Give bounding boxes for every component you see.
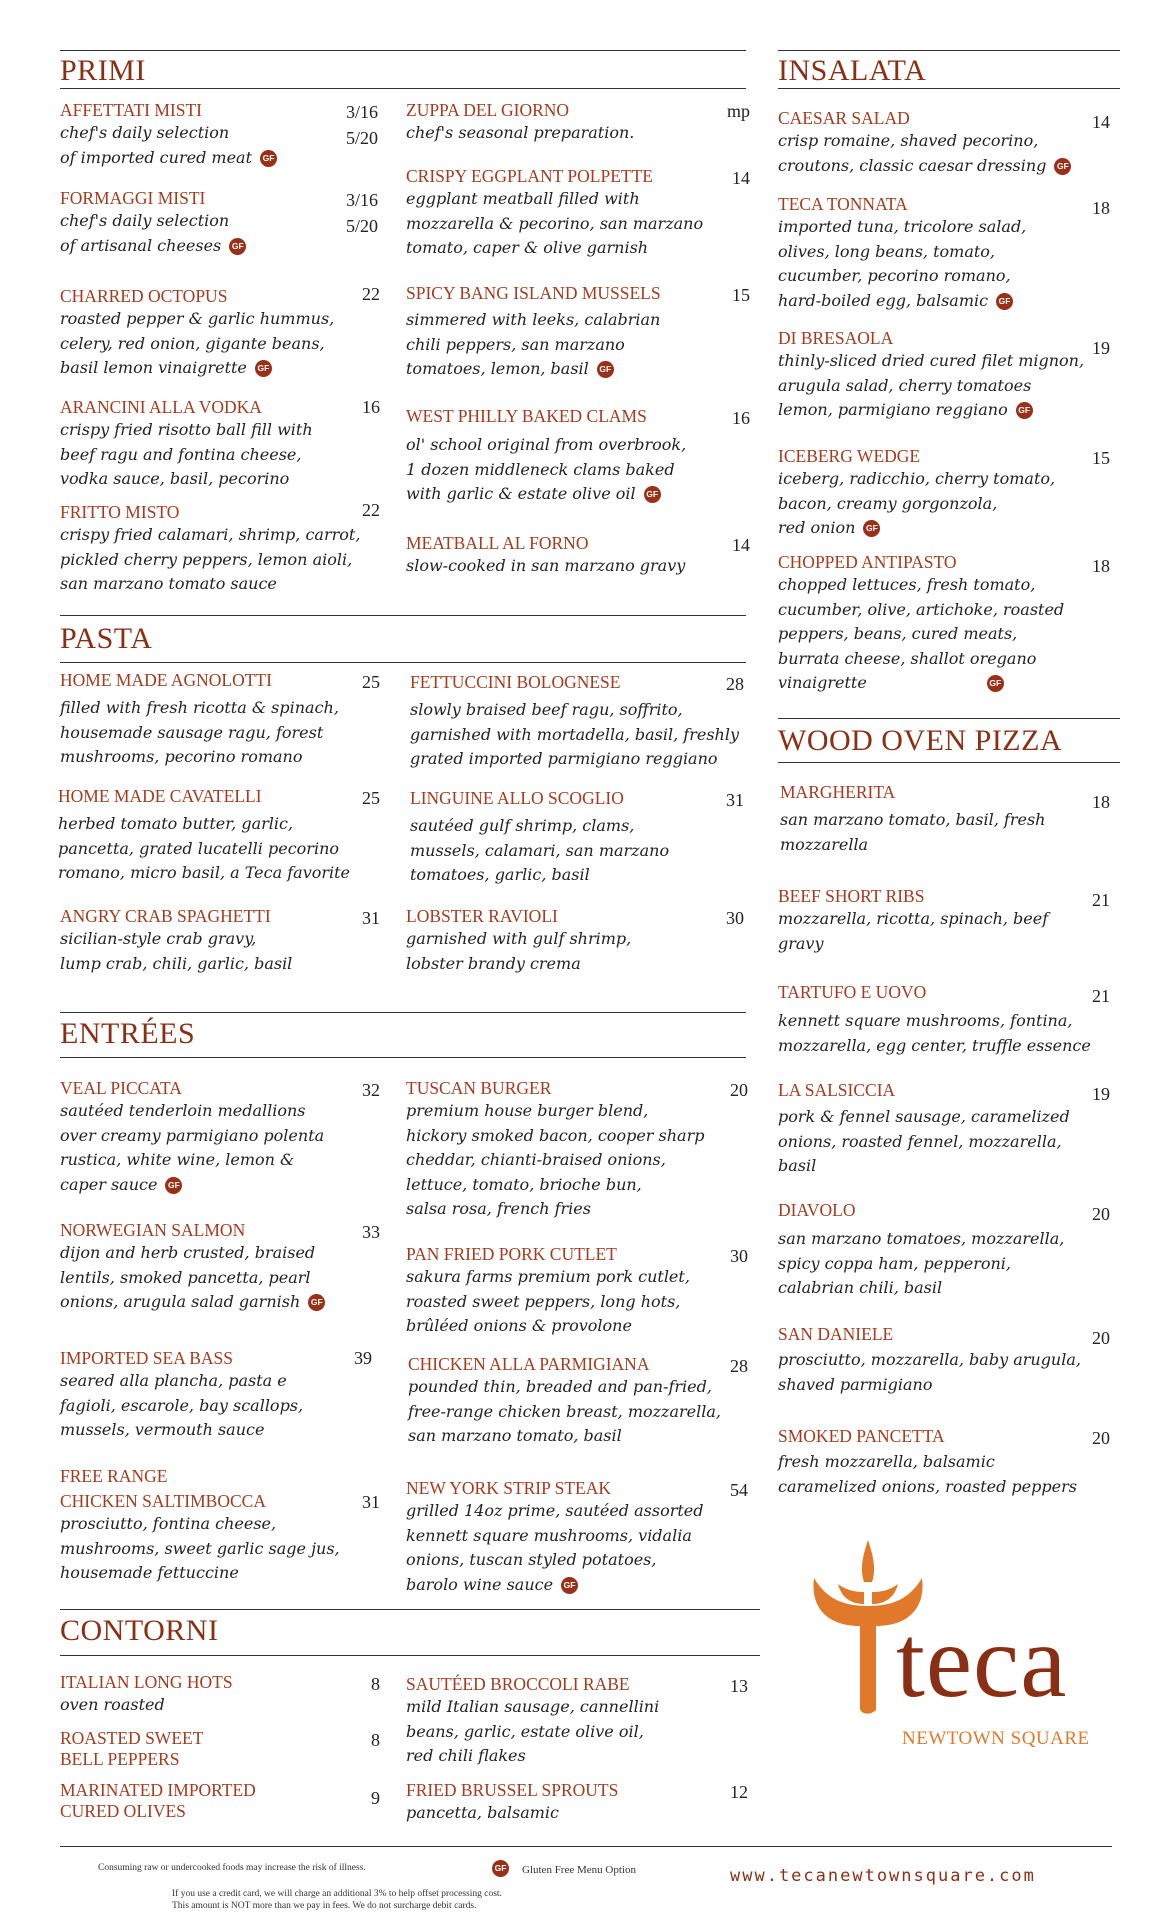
item-price: 9	[371, 1788, 380, 1808]
item-price: 16	[732, 408, 750, 428]
item-desc: roasted sweet peppers, long hots,	[406, 1291, 681, 1311]
menu-item-chicken-alla-parmigiana	[408, 1354, 738, 1449]
logo-wordmark: teca	[896, 1604, 1068, 1719]
item-desc: crispy fried calamari, shrimp, carrot,	[60, 525, 361, 544]
item-name: MEATBALL AL FORNO	[406, 533, 589, 553]
item-name: FORMAGGI MISTI	[60, 188, 206, 208]
item-desc: hard-boiled egg, balsamic	[778, 290, 989, 310]
item-name: ARANCINI ALLA VODKA	[60, 397, 262, 417]
item-desc: housemade fettuccine	[60, 1563, 239, 1582]
entrees-bottom-rule	[60, 1057, 746, 1058]
item-price: 31	[362, 908, 380, 928]
item-price: 31	[362, 1492, 380, 1512]
item-desc: mussels, vermouth sauce	[60, 1420, 265, 1439]
item-price: 28	[726, 674, 744, 694]
item-price: 33	[362, 1222, 380, 1242]
item-desc: pounded thin, breaded and pan-fried,	[408, 1377, 712, 1396]
insalata-top-rule	[778, 50, 1120, 51]
item-price: 5/20	[345, 128, 378, 148]
item-name: CHARRED OCTOPUS	[60, 286, 228, 306]
item-price: 8	[371, 1674, 380, 1694]
menu-item-linguine-allo-scoglio	[410, 788, 730, 888]
item-desc: slowly braised beef ragu, soffrito,	[410, 700, 683, 719]
item-desc: eggplant meatball filled with	[406, 189, 640, 208]
menu-item-smoked-pancetta	[778, 1426, 1108, 1499]
item-price: 20	[1092, 1328, 1110, 1348]
item-price: 32	[362, 1080, 380, 1100]
item-name: VEAL PICCATA	[60, 1078, 182, 1098]
item-desc: garnished with mortadella, basil, freshly	[410, 724, 739, 744]
item-price: 20	[730, 1080, 748, 1100]
menu-item-charred-octopus	[60, 286, 360, 381]
menu-item-west-philly-baked-clams	[406, 406, 726, 507]
item-desc: herbed tomato butter, garlic,	[58, 814, 294, 833]
item-name: TARTUFO E UOVO	[778, 982, 927, 1002]
item-name: HOME MADE CAVATELLI	[58, 786, 262, 806]
item-price: 22	[362, 500, 380, 520]
item-desc: spicy coppa ham, pepperoni,	[778, 1253, 1011, 1273]
item-desc: thinly-sliced dried cured filet mignon,	[778, 351, 1085, 370]
gluten-free-icon: GF	[644, 486, 661, 503]
item-desc: caramelized onions, roasted peppers	[778, 1476, 1077, 1496]
gluten-free-icon: GF	[308, 1294, 325, 1311]
menu-item-marinated-imported-cured-olives	[60, 1780, 360, 1822]
item-desc: cucumber, pecorino romano,	[778, 266, 1011, 285]
item-price: 22	[362, 284, 380, 304]
item-name: LINGUINE ALLO SCOGLIO	[410, 788, 624, 808]
item-desc: chef's seasonal preparation.	[406, 123, 635, 142]
item-desc: rustica, white wine, lemon &	[60, 1150, 295, 1169]
gluten-free-icon: GF	[996, 293, 1013, 310]
insalata-bottom-rule	[778, 88, 1120, 89]
item-price: 21	[1092, 890, 1110, 910]
menu-item-iceberg-wedge	[778, 446, 1078, 541]
item-desc: free-range chicken breast, mozzarella,	[408, 1401, 721, 1421]
item-price: 39	[354, 1348, 372, 1368]
gluten-free-icon: GF	[229, 238, 246, 255]
gluten-free-icon: GF	[1054, 158, 1071, 175]
item-desc: of imported cured meat	[60, 147, 252, 167]
logo-subtitle: NEWTOWN SQUARE	[902, 1728, 1090, 1749]
item-name: IMPORTED SEA BASS	[60, 1348, 234, 1368]
item-desc: caper sauce	[60, 1174, 158, 1194]
item-desc: crisp romaine, shaved pecorino,	[778, 131, 1039, 150]
menu-item-tartufo-e-uovo	[778, 982, 1098, 1058]
credit-card-note-line2: This amount is NOT more than we pay in fees. We do not surcharge debit cards.	[172, 1901, 477, 1911]
item-desc: shaved parmigiano	[778, 1374, 933, 1394]
item-desc: prosciutto, mozzarella, baby arugula,	[778, 1350, 1081, 1369]
item-name: TUSCAN BURGER	[406, 1078, 552, 1098]
menu-item-chopped-antipasto	[778, 552, 1098, 696]
entrees-top-rule	[60, 1012, 746, 1013]
item-price: 12	[730, 1782, 748, 1802]
gluten-free-icon: GF	[863, 520, 880, 537]
item-desc: grated imported parmigiano reggiano	[410, 749, 718, 768]
item-desc: croutons, classic caesar dressing	[778, 155, 1047, 175]
item-name: LA SALSICCIA	[778, 1080, 896, 1100]
credit-card-note-line1: If you use a credit card, we will charge an additional 3% to help offset processing cost.	[172, 1889, 502, 1899]
menu-item-spicy-bang-island-mussels	[406, 283, 716, 382]
item-name: LOBSTER RAVIOLI	[406, 906, 558, 926]
item-desc: salsa rosa, french fries	[406, 1199, 591, 1218]
pizza-bottom-rule	[778, 762, 1120, 763]
footer-rule	[60, 1846, 1112, 1847]
item-price: 25	[362, 672, 380, 692]
item-name: CURED OLIVES	[60, 1801, 186, 1821]
item-desc: cucumber, olive, artichoke, roasted	[778, 599, 1065, 619]
item-desc: red chili flakes	[406, 1746, 526, 1765]
menu-item-crispy-eggplant-polpette	[406, 166, 716, 261]
item-desc: housemade sausage ragu, forest	[60, 722, 324, 742]
menu-item-zuppa-del-giorno	[406, 100, 706, 146]
menu-item-imported-sea-bass	[60, 1348, 360, 1443]
gluten-free-icon: GF	[597, 361, 614, 378]
menu-item-caesar-salad	[778, 108, 1078, 178]
item-price: 25	[362, 788, 380, 808]
gluten-free-icon: GF	[260, 150, 277, 167]
item-desc: seared alla plancha, pasta e	[60, 1371, 287, 1390]
item-desc: with garlic & estate olive oil	[406, 484, 636, 503]
item-desc: romano, micro basil, a Teca favorite	[58, 863, 351, 882]
item-desc: vodka sauce, basil, pecorino	[60, 469, 290, 488]
item-desc: arugula salad, cherry tomatoes	[778, 375, 1032, 395]
item-desc: mozzarella, egg center, truffle essence	[778, 1035, 1091, 1055]
item-desc: sicilian-style crab gravy,	[60, 929, 257, 948]
item-desc: filled with fresh ricotta & spinach,	[60, 698, 339, 717]
menu-item-roasted-sweet-bell-peppers	[60, 1728, 360, 1770]
menu-item-chicken-saltimbocca	[60, 1466, 380, 1586]
item-price: 13	[730, 1676, 748, 1696]
item-price: 14	[1092, 112, 1110, 132]
item-name: FRIED BRUSSEL SPROUTS	[406, 1780, 619, 1800]
item-price: 19	[1092, 338, 1110, 358]
item-desc: tomato, caper & olive garnish	[406, 238, 649, 257]
item-desc: kennett square mushrooms, vidalia	[406, 1525, 692, 1545]
item-desc: mozzarella	[780, 834, 869, 854]
section-title-primi: PRIMI	[60, 54, 146, 87]
item-desc: lemon, parmigiano reggiano	[778, 400, 1008, 419]
item-desc: lump crab, chili, garlic, basil	[60, 953, 293, 973]
item-price: 19	[1092, 1084, 1110, 1104]
item-desc: 1 dozen middleneck clams baked	[406, 459, 675, 479]
item-price: 20	[1092, 1428, 1110, 1448]
item-name: SAUTÉED BROCCOLI RABE	[406, 1674, 630, 1694]
item-desc: peppers, beans, cured meats,	[778, 624, 1018, 643]
item-desc: oven roasted	[60, 1695, 165, 1714]
item-desc: sakura farms premium pork cutlet,	[406, 1267, 690, 1286]
item-name: ANGRY CRAB SPAGHETTI	[60, 906, 271, 926]
item-desc: sautéed gulf shrimp, clams,	[410, 816, 635, 835]
item-desc: chopped lettuces, fresh tomato,	[778, 575, 1036, 594]
item-name: ROASTED SWEET	[60, 1728, 204, 1748]
item-desc: imported tuna, tricolore salad,	[778, 217, 1027, 236]
primi-top-rule	[60, 50, 746, 51]
gluten-free-icon: GF	[987, 675, 1004, 692]
item-desc: chef's daily selection	[60, 211, 230, 230]
item-desc: tomatoes, lemon, basil	[406, 359, 589, 378]
primi-bottom-rule	[60, 88, 746, 89]
item-desc: lentils, smoked pancetta, pearl	[60, 1267, 311, 1287]
menu-item-formaggi-misti	[60, 188, 350, 258]
item-desc: slow-cooked in san marzano gravy	[406, 556, 686, 575]
website-link[interactable]: www.tecanewtownsquare.com	[730, 1866, 1036, 1886]
menu-item-san-daniele	[778, 1324, 1098, 1397]
item-price: 21	[1092, 986, 1110, 1006]
item-price: 8	[371, 1730, 380, 1750]
item-desc: sautéed tenderloin medallions	[60, 1101, 306, 1120]
item-desc: mozzarella, ricotta, spinach, beef	[778, 909, 1049, 928]
section-title-contorni: CONTORNI	[60, 1614, 219, 1647]
item-price: 5/20	[345, 216, 378, 236]
menu-item-margherita	[780, 782, 1080, 857]
item-desc: san marzano tomato sauce	[60, 574, 277, 593]
item-desc: san marzano tomato, basil, fresh	[780, 810, 1046, 829]
item-desc: tomatoes, garlic, basil	[410, 865, 590, 884]
item-desc: onions, arugula salad garnish	[60, 1292, 301, 1311]
item-desc: burrata cheese, shallot oregano	[778, 648, 1037, 668]
item-desc: barolo wine sauce	[406, 1574, 554, 1594]
item-desc: roasted pepper & garlic hummus,	[60, 309, 335, 328]
item-desc: simmered with leeks, calabrian	[406, 310, 661, 329]
contorni-top-rule	[60, 1609, 760, 1610]
menu-item-arancini-alla-vodka	[60, 397, 360, 492]
item-desc: fagioli, escarole, bay scallops,	[60, 1395, 304, 1415]
item-desc: garnished with gulf shrimp,	[406, 929, 632, 948]
item-price: mp	[726, 101, 750, 121]
item-desc: lobster brandy crema	[406, 953, 581, 973]
item-name: ICEBERG WEDGE	[778, 446, 921, 466]
section-title-pizza: WOOD OVEN PIZZA	[778, 724, 1063, 757]
menu-item-fried-brussel-sprouts	[406, 1780, 726, 1826]
item-price: 54	[730, 1480, 748, 1500]
item-name: NEW YORK STRIP STEAK	[406, 1478, 611, 1498]
item-name: SPICY BANG ISLAND MUSSELS	[406, 283, 661, 303]
item-desc: onions, tuscan styled potatoes,	[406, 1550, 657, 1569]
item-price: 30	[726, 908, 744, 928]
item-price: 31	[726, 790, 744, 810]
item-name: ITALIAN LONG HOTS	[60, 1672, 233, 1692]
item-name: DIAVOLO	[778, 1200, 856, 1220]
menu-item-diavolo	[778, 1200, 1098, 1301]
item-price: 20	[1092, 1204, 1110, 1224]
section-title-insalata: INSALATA	[778, 54, 927, 87]
item-name: PAN FRIED PORK CUTLET	[406, 1244, 617, 1264]
item-name: FRITTO MISTO	[60, 502, 180, 522]
menu-item-sauteed-broccoli-rabe	[406, 1674, 726, 1769]
menu-item-fritto-misto	[60, 502, 370, 597]
item-desc: crispy fried risotto ball fill with	[60, 420, 313, 439]
menu-item-di-bresaola	[778, 328, 1108, 423]
item-price: 18	[1092, 792, 1110, 812]
item-name: WEST PHILLY BAKED CLAMS	[406, 406, 647, 426]
item-name: CHICKEN ALLA PARMIGIANA	[408, 1354, 650, 1374]
menu-item-pan-fried-pork-cutlet	[406, 1244, 726, 1339]
item-price: 15	[1092, 448, 1110, 468]
item-desc: pickled cherry peppers, lemon aioli,	[60, 549, 353, 569]
item-name: CHICKEN SALTIMBOCCA	[60, 1491, 266, 1511]
item-desc: fresh mozzarella, balsamic	[778, 1452, 995, 1471]
menu-item-teca-tonnata	[778, 194, 1078, 313]
item-name: BELL PEPPERS	[60, 1749, 180, 1769]
item-price: 3/16	[345, 102, 378, 122]
gluten-free-legend: Gluten Free Menu Option	[522, 1864, 636, 1876]
item-desc: of artisanal cheeses	[60, 235, 222, 255]
raw-food-warning: Consuming raw or undercooked foods may increase the risk of illness.	[98, 1863, 366, 1873]
item-desc: calabrian chili, basil	[778, 1278, 943, 1297]
gluten-free-icon: GF	[165, 1177, 182, 1194]
item-desc: pancetta, grated lucatelli pecorino	[58, 838, 340, 858]
item-desc: celery, red onion, gigante beans,	[60, 333, 325, 353]
item-desc: red onion	[778, 518, 856, 537]
gluten-free-icon: GF	[1016, 402, 1033, 419]
gluten-free-icon: GF	[561, 1577, 578, 1594]
item-desc: gravy	[778, 933, 824, 953]
item-desc: beans, garlic, estate olive oil,	[406, 1721, 644, 1741]
item-price: 14	[732, 168, 750, 188]
menu-item-veal-piccata	[60, 1078, 360, 1197]
menu-item-meatball-al-forno	[406, 533, 726, 579]
item-desc: beef ragu and fontina cheese,	[60, 444, 302, 464]
item-name: SMOKED PANCETTA	[778, 1426, 945, 1446]
menu-item-lobster-ravioli	[406, 906, 726, 976]
item-price: 30	[730, 1246, 748, 1266]
item-desc: basil lemon vinaigrette	[60, 358, 247, 377]
item-name: CAESAR SALAD	[778, 108, 910, 128]
item-name: AFFETTATI MISTI	[60, 100, 202, 120]
item-desc: dijon and herb crusted, braised	[60, 1243, 316, 1262]
menu-item-norwegian-salmon	[60, 1220, 370, 1315]
item-desc: mushrooms, pecorino romano	[60, 747, 303, 766]
menu-item-angry-crab-spaghetti	[60, 906, 360, 976]
item-price: 14	[732, 535, 750, 555]
item-desc: cheddar, chianti-braised onions,	[406, 1150, 666, 1169]
item-name: MARINATED IMPORTED	[60, 1780, 256, 1800]
item-desc: mozzarella & pecorino, san marzano	[406, 213, 704, 233]
menu-item-new-york-strip-steak	[406, 1478, 736, 1597]
gluten-free-icon: GF	[255, 360, 272, 377]
section-title-entrees: ENTRÉES	[60, 1017, 196, 1050]
pasta-bottom-rule	[60, 662, 746, 663]
item-name: NORWEGIAN SALMON	[60, 1220, 246, 1240]
item-desc: lettuce, tomato, brioche bun,	[406, 1174, 642, 1194]
item-desc: olives, long beans, tomato,	[778, 241, 995, 261]
item-desc: vinaigrette	[778, 673, 867, 692]
item-desc: chili peppers, san marzano	[406, 334, 625, 354]
item-desc: bacon, creamy gorgonzola,	[778, 493, 998, 513]
item-price: 18	[1092, 556, 1110, 576]
item-desc: mussels, calamari, san marzano	[410, 840, 670, 860]
item-price: 3/16	[345, 190, 378, 210]
pizza-top-rule	[778, 718, 1120, 719]
pasta-top-rule	[60, 615, 746, 616]
menu-item-beef-short-ribs	[778, 886, 1078, 956]
item-desc: onions, roasted fennel, mozzarella,	[778, 1131, 1062, 1151]
item-price: 15	[732, 285, 750, 305]
item-desc: over creamy parmigiano polenta	[60, 1125, 325, 1145]
item-name: TECA TONNATA	[778, 194, 908, 214]
item-desc: pancetta, balsamic	[406, 1803, 559, 1822]
item-name: ZUPPA DEL GIORNO	[406, 100, 570, 120]
item-desc: ol' school original from overbrook,	[406, 435, 687, 454]
menu-item-italian-long-hots	[60, 1672, 360, 1718]
item-desc: brûléed onions & provolone	[406, 1316, 632, 1335]
item-desc: grilled 14oz prime, sautéed assorted	[406, 1501, 704, 1520]
item-desc: san marzano tomatoes, mozzarella,	[778, 1229, 1065, 1248]
item-name: CHOPPED ANTIPASTO	[778, 552, 957, 572]
item-desc: chef's daily selection	[60, 123, 230, 142]
item-name: SAN DANIELE	[778, 1324, 894, 1344]
item-name: FETTUCCINI BOLOGNESE	[410, 672, 621, 692]
menu-item-la-salsiccia	[778, 1080, 1098, 1179]
item-desc: hickory smoked bacon, cooper sharp	[406, 1125, 705, 1145]
item-desc: san marzano tomato, basil	[408, 1426, 622, 1445]
item-price: 28	[730, 1356, 748, 1376]
item-desc: premium house burger blend,	[406, 1101, 649, 1120]
item-name: CRISPY EGGPLANT POLPETTE	[406, 166, 653, 186]
item-desc: iceberg, radicchio, cherry tomato,	[778, 469, 1056, 488]
item-desc: mushrooms, sweet garlic sage jus,	[60, 1538, 340, 1558]
contorni-bottom-rule	[60, 1655, 760, 1656]
menu-item-affettati-misti	[60, 100, 350, 170]
item-name: DI BRESAOLA	[778, 328, 894, 348]
item-name: MARGHERITA	[780, 782, 896, 802]
item-price: 16	[362, 397, 380, 417]
menu-item-home-made-agnolotti	[60, 670, 360, 770]
item-desc: mild Italian sausage, cannellini	[406, 1697, 660, 1716]
item-price: 18	[1092, 198, 1110, 218]
section-title-pasta: PASTA	[60, 622, 153, 655]
item-desc: pork & fennel sausage, caramelized	[778, 1107, 1070, 1126]
menu-item-tuscan-burger	[406, 1078, 726, 1222]
item-desc: kennett square mushrooms, fontina,	[778, 1011, 1073, 1030]
item-name: HOME MADE AGNOLOTTI	[60, 670, 272, 690]
item-name: FREE RANGE	[60, 1466, 168, 1486]
item-name: BEEF SHORT RIBS	[778, 886, 925, 906]
item-desc: basil	[778, 1156, 817, 1175]
item-desc: prosciutto, fontina cheese,	[60, 1514, 277, 1533]
gluten-free-icon: GF	[492, 1860, 509, 1877]
